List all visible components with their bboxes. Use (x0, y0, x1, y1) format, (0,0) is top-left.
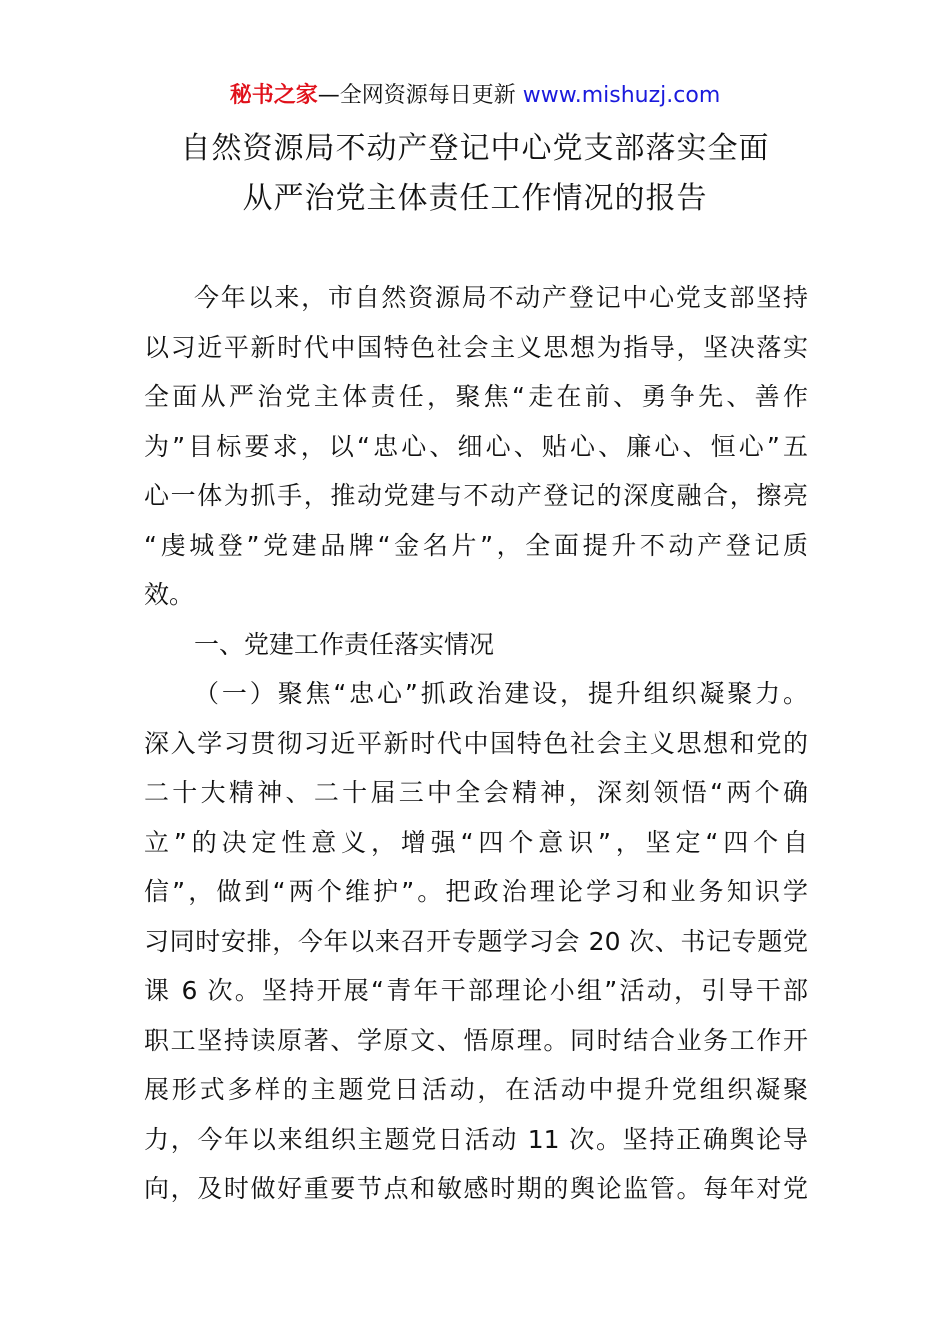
body-line: 心一体为抓手，推动党建与不动产登记的深度融合，擦亮 (144, 481, 808, 510)
body-line: “虔城登”党建品牌“金名片”，全面提升不动产登记质 (144, 530, 808, 560)
body-line: 课 6 次。坚持开展“青年干部理论小组”活动，引导干部 (144, 976, 808, 1005)
body-line: 以习近平新时代中国特色社会主义思想为指导，坚决落实 (144, 332, 808, 362)
subsection-heading: （一）聚焦“忠心”抓政治建设，提升组织凝聚力。 (194, 679, 808, 708)
document-title (0, 124, 950, 224)
body-line: 职工坚持读原著、学原文、悟原理。同时结合业务工作开 (144, 1025, 808, 1055)
site-brand: 秘书之家 (229, 83, 318, 108)
body-line: 效。 (144, 580, 195, 609)
section-heading: 一、党建工作责任落实情况 (194, 629, 495, 659)
title-line-1: 自然资源局不动产登记中心党支部落实全面 (180, 131, 770, 166)
site-tagline: —全网资源每日更新 (317, 83, 523, 108)
body-line: 全面从严治党主体责任，聚焦“走在前、勇争先、善作 (144, 382, 808, 411)
body-line: 深入学习贯彻习近平新时代中国特色社会主义思想和党的 (144, 728, 808, 758)
body-line: 今年以来，市自然资源局不动产登记中心党支部坚持 (194, 283, 808, 312)
body-line: 向，及时做好重要节点和敏感时期的舆论监管。每年对党 (144, 1174, 808, 1203)
body-line: 为”目标要求，以“忠心、细心、贴心、廉心、恒心”五 (144, 431, 808, 461)
body-line: 习同时安排，今年以来召开专题学习会 20 次、书记专题党 (144, 926, 808, 956)
body-line: 信”，做到“两个维护”。把政治理论学习和业务知识学 (144, 877, 808, 906)
document-body (144, 273, 808, 1214)
site-header (0, 80, 950, 112)
body-line: 立”的决定性意义，增强“四个意识”，坚定“四个自 (144, 827, 808, 857)
body-line: 力，今年以来组织主题党日活动 11 次。坚持正确舆论导 (144, 1124, 808, 1154)
body-line: 二十大精神、二十届三中全会精神，深刻领悟“两个确 (144, 778, 808, 807)
site-url-link[interactable]: www.mishuzj.com (522, 83, 721, 108)
title-line-2: 从严治党主体责任工作情况的报告 (242, 181, 708, 216)
body-line: 展形式多样的主题党日活动，在活动中提升党组织凝聚 (144, 1075, 808, 1104)
